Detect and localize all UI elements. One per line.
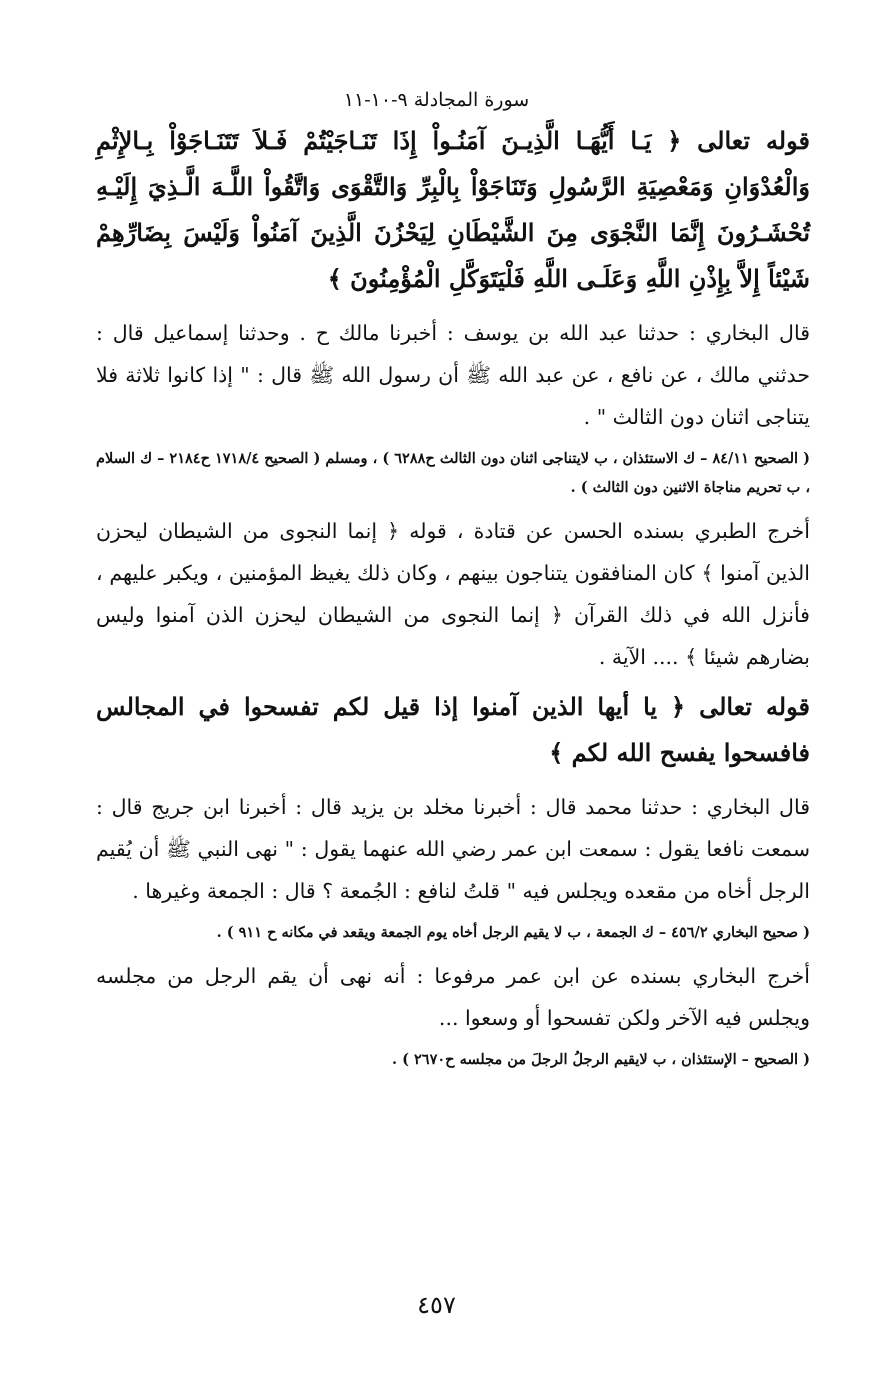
citation: ( الصحيح – الإستئذان ، ب لايقيم الرجلُ الرجلَ من مجلسه ح٢٦٧٠ ) . xyxy=(392,1051,810,1068)
page-content xyxy=(96,118,810,1082)
verse-quote: قوله تعالى ﴿ يا أيها الذين آمنوا إذا قيل لكم تفسحوا في المجالس فافسحوا يفسح الله لكم ﴾ xyxy=(96,692,810,767)
citation: ( صحيح البخاري ٤٥٦/٢ – ك الجمعة ، ب لا يقيم الرجل أخاه يوم الجمعة ويقعد في مكانه ح ٩١١ ) . xyxy=(216,924,810,941)
page-number: ٤٥٧ xyxy=(417,1291,456,1319)
hadith-paragraph: أخرج البخاري بسنده عن ابن عمر مرفوعا : أنه نهى أن يقم الرجل من مجلسه ويجلس فيه الآخر ولكن تفسحوا أو وسعوا ... xyxy=(96,964,810,1030)
hadith-paragraph: قال البخاري : حدثنا عبد الله بن يوسف : أخبرنا مالك ح . وحدثنا إسماعيل قال : حدثني مالك ، عن نافع ، عن عبد الله ﷺ أن رسول الله ﷺ قال : " إذا كانوا ثلاثة فلا يتناجى اثنان دون الثالث " . xyxy=(96,321,810,429)
citation: ( الصحيح ٨٤/١١ – ك الاستئذان ، ب لايتناجى اثنان دون الثالث ح٦٢٨٨ ) ، ومسلم ( الصحيح ١٧١٨/٤ ح٢١٨٤ – ك السلام ، ب تحريم مناجاة الاثنين دون الثالث ) . xyxy=(96,450,810,496)
verse-quote: قوله تعالى ﴿ يَـا أَيُّهَـا الَّذِيـنَ آمَنُـواْ إِذَا تَنَـاجَيْتُمْ فَـلاَ تَتَنَـاجَوْاْ بِـالإِثْمِ وَالْعُدْوَانِ وَمَعْصِيَةِ الرَّسُولِ وَتَنَاجَوْاْ بِالْبِرِّ وَالتَّقْوَى وَاتَّقُواْ اللَّـهَ الَّـذِيَ إِلَيْـهِ تُحْشَـرُونَ إِنَّمَا النَّجْوَى مِنَ الشَّيْطَانِ لِيَحْزُنَ الَّذِينَ آمَنُواْ وَلَيْسَ بِضَارِّهِمْ شَيْئاً إِلاَّ بِإِذْنِ اللَّهِ وَعَلَـى اللَّهِ فَلْيَتَوَكَّلِ الْمُؤْمِنُونَ ﴾ xyxy=(96,126,810,293)
hadith-paragraph: قال البخاري : حدثنا محمد قال : أخبرنا مخلد بن يزيد قال : أخبرنا ابن جريج قال : سمعت نافعا يقول : سمعت ابن عمر رضي الله عنهما يقول : " نهى النبي ﷺ أن يُقيم الرجل أخاه من مقعده ويجلس فيه " قلتُ لنافع : الجُمعة ؟ قال : الجمعة وغيرها . xyxy=(96,795,810,903)
surah-header: سورة المجادلة ٩-١٠-١١ xyxy=(343,89,530,111)
tafsir-paragraph: أخرج الطبري بسنده الحسن عن قتادة ، قوله ﴿ إنما النجوى من الشيطان ليحزن الذين آمنوا ﴾ كان المنافقون يتناجون بينهم ، وكان ذلك يغيظ المؤمنين ، ويكبر عليهم ، فأنزل الله في ذلك القرآن ﴿ إنما النجوى من الشيطان ليحزن الذن آمنوا وليس بضارهم شيئا ﴾ .... الآية . xyxy=(96,519,810,669)
